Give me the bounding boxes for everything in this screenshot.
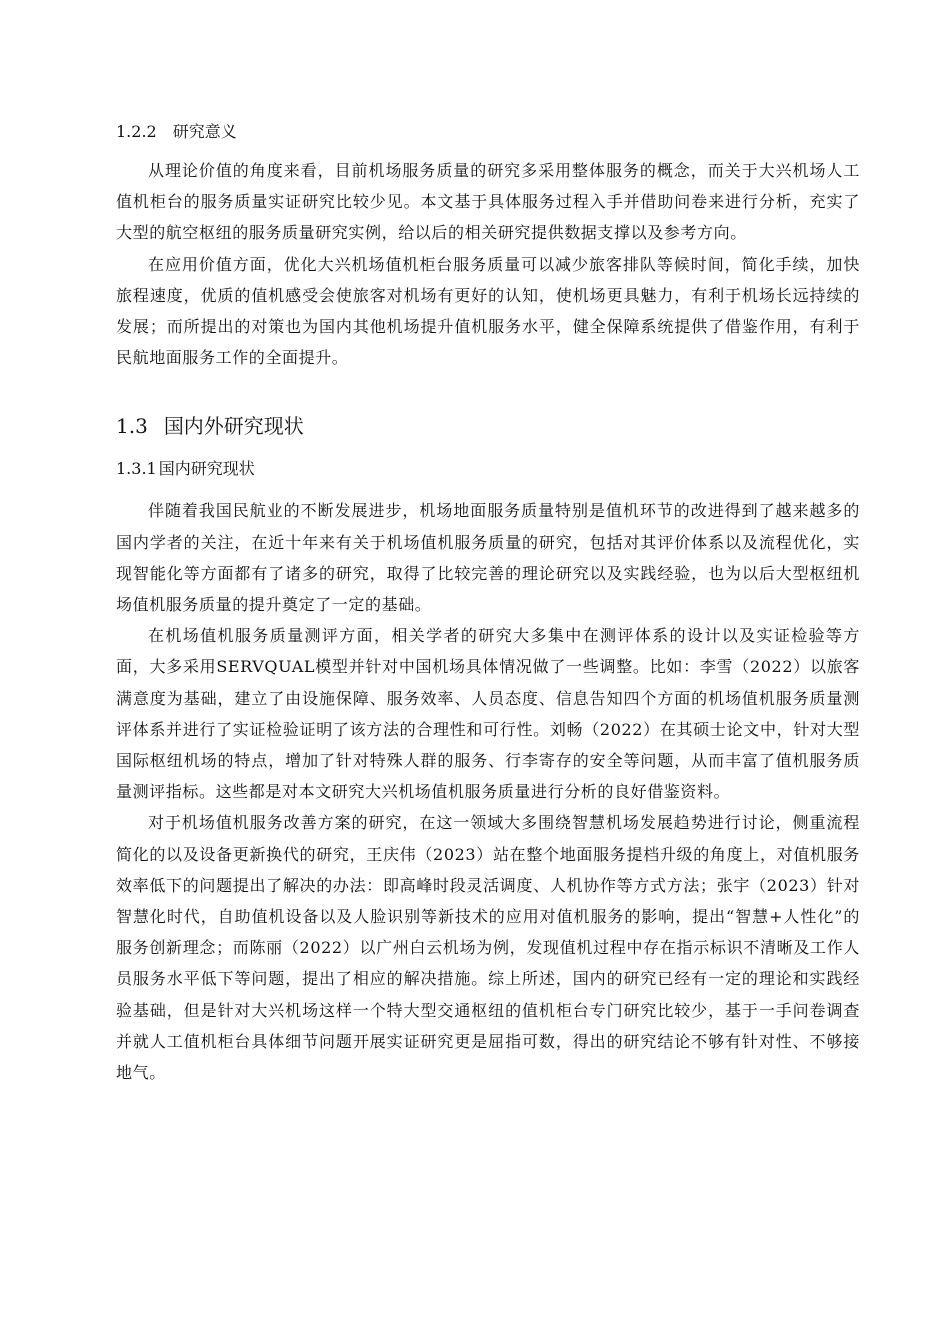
- section-title: 国内研究现状: [158, 459, 255, 479]
- section-heading-1-3-1: [116, 455, 860, 483]
- section-heading-1-3: [116, 411, 860, 441]
- paragraph: 从理论价值的角度来看，目前机场服务质量的研究多采用整体服务的概念，而关于大兴机场人工值机柜台的服务质量实证研究比较少见。本文基于具体服务过程入手并借助问卷来进行分析，充实了大型的航空枢纽的服务质量研究实例，给以后的相关研究提供数据支撑以及参考方向。: [116, 161, 860, 243]
- paragraph: 伴随着我国民航业的不断发展进步，机场地面服务质量特别是值机环节的改进得到了越来越多的国内学者的关注，在近十年来有关于机场值机服务质量的研究，包括对其评价体系以及流程优化，实现智能化等方面都有了诸多的研究，取得了比较完善的理论研究以及实践经验，也为以后大型枢纽机场值机服务质量的提升奠定了一定的基础。: [116, 501, 860, 615]
- section-title: 国内外研究现状: [163, 414, 304, 439]
- section-heading-1-2-2: [116, 118, 860, 146]
- section-number: 1.2.2: [116, 122, 157, 141]
- section-number: 1.3: [116, 414, 148, 439]
- paragraph: 在应用价值方面，优化大兴机场值机柜台服务质量可以减少旅客排队等候时间，简化手续，加快旅程速度，优质的值机感受会使旅客对机场有更好的认知，使机场更具魅力，有利于机场长远持续的发展；而所提出的对策也为国内其他机场提升值机服务水平，健全保障系统提供了借鉴作用，有利于民航地面服务工作的全面提升。: [116, 254, 860, 368]
- section-title: 研究意义: [172, 122, 237, 141]
- document-body: [116, 118, 860, 1088]
- paragraph: 在机场值机服务质量测评方面，相关学者的研究大多集中在测评体系的设计以及实证检验等方面，大多采用SERVQUAL模型并针对中国机场具体情况做了一些调整。比如：李雪（2022）以旅客满意度为基础，建立了由设施保障、服务效率、人员态度、信息告知四个方面的机场值机服务质量测评体系并进行了实证检验证明了该方法的合理性和可行性。刘畅（2022）在其硕士论文中，针对大型国际枢纽机场的特点，增加了针对特殊人群的服务、行李寄存的安全等问题，从而丰富了值机服务质量测评指标。这些都是对本文研究大兴机场值机服务质量进行分析的良好借鉴资料。: [116, 626, 860, 802]
- paragraph: 对于机场值机服务改善方案的研究，在这一领域大多围绕智慧机场发展趋势进行讨论，侧重流程简化的以及设备更新换代的研究，王庆伟（2023）站在整个地面服务提档升级的角度上，对值机服务效率低下的问题提出了解决的办法：即高峰时段灵活调度、人机协作等方式方法；张宇（2023）针对智慧化时代，自助值机设备以及人脸识别等新技术的应用对值机服务的影响，提出“智慧+人性化”的服务创新理念；而陈丽（2022）以广州白云机场为例，发现值机过程中存在指示标识不清晰及工作人员服务水平低下等问题，提出了相应的解决措施。综上所述，国内的研究已经有一定的理论和实践经验基础，但是针对大兴机场这样一个特大型交通枢纽的值机柜台专门研究比较少，基于一手问卷调查并就人工值机柜台具体细节问题开展实证研究更是屈指可数，得出的研究结论不够有针对性、不够接地气。: [116, 813, 860, 1083]
- section-number: 1.3.1: [116, 459, 157, 479]
